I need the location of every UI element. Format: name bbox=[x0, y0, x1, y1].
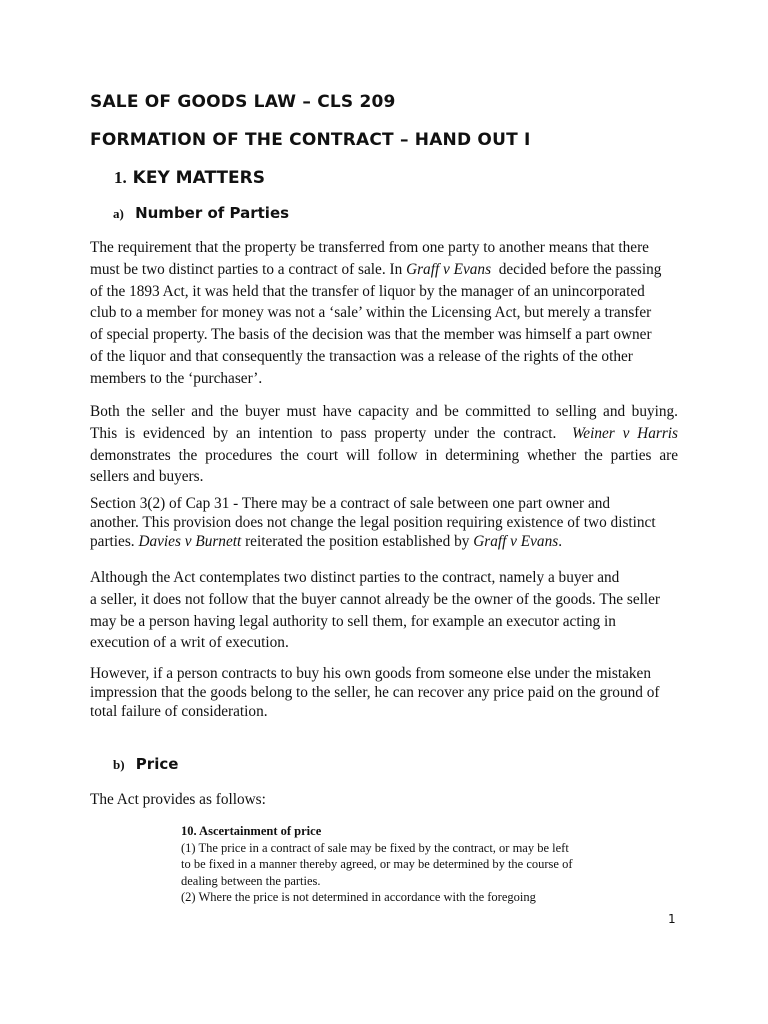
paragraph-line: another. This provision does not change the legal position requiring existence of two distinct bbox=[90, 514, 656, 531]
paragraph-line: may be a person having legal authority to sell them, for example an executor acting in bbox=[90, 612, 616, 630]
statute-quote bbox=[181, 823, 621, 906]
paragraph-line: This is evidenced by an intention to pass property under the contract. Weiner v Harris bbox=[90, 424, 678, 442]
paragraph-parties bbox=[90, 237, 678, 390]
statute-heading: 10. Ascertainment of price bbox=[181, 824, 322, 838]
statute-line: to be fixed in a manner thereby agreed, or may be determined by the course of bbox=[181, 857, 573, 871]
paragraph-line: members to the ‘purchaser’. bbox=[90, 369, 263, 387]
subheading-label: b) bbox=[113, 757, 125, 772]
section-heading-key-matters bbox=[114, 168, 265, 188]
paragraph-line: club to a member for money was not a ‘sale’ within the Licensing Act, but merely a transfer bbox=[90, 304, 652, 322]
case-name: Davies v Burnett bbox=[138, 533, 242, 550]
section-number: 1. bbox=[114, 168, 127, 187]
paragraph-line: a seller, it does not follow that the buyer cannot already be the owner of the goods. The seller bbox=[90, 590, 661, 608]
paragraph-mistaken-impression bbox=[90, 664, 678, 721]
subheading-number-of-parties bbox=[113, 204, 289, 222]
subheading-label: a) bbox=[113, 206, 124, 221]
paragraph-section-3-2 bbox=[90, 494, 678, 551]
paragraph-line: of the liquor and that consequently the transaction was a release of the rights of the other bbox=[90, 347, 633, 365]
document-subtitle: FORMATION OF THE CONTRACT – HAND OUT I bbox=[90, 130, 531, 150]
paragraph-capacity bbox=[90, 401, 678, 488]
case-name: Graff v Evans bbox=[473, 533, 559, 550]
paragraph-act-provides: The Act provides as follows: bbox=[90, 791, 266, 808]
paragraph-line: of the 1893 Act, it was held that the transfer of liquor by the manager of an unincorporated bbox=[90, 282, 645, 300]
paragraph-line: Although the Act contemplates two distinct parties to the contract, namely a buyer and bbox=[90, 569, 620, 586]
paragraph-line: impression that the goods belong to the seller, he can recover any price paid on the ground of bbox=[90, 684, 660, 701]
paragraph-line: parties. Davies v Burnett reiterated the position established by Graff v Evans. bbox=[90, 533, 563, 550]
paragraph-line: Both the seller and the buyer must have capacity and be committed to selling and buying. bbox=[90, 403, 678, 420]
case-name: Graff v Evans bbox=[406, 260, 492, 278]
document-title: SALE OF GOODS LAW – CLS 209 bbox=[90, 92, 396, 112]
subheading-price bbox=[113, 755, 178, 773]
paragraph-line: The requirement that the property be transferred from one party to another means that there bbox=[90, 239, 649, 256]
statute-line: dealing between the parties. bbox=[181, 873, 321, 888]
section-heading-text: KEY MATTERS bbox=[132, 168, 265, 188]
paragraph-line: However, if a person contracts to buy his own goods from someone else under the mistaken bbox=[90, 665, 651, 682]
paragraph-line: total failure of consideration. bbox=[90, 703, 268, 720]
statute-line: (2) Where the price is not determined in accordance with the foregoing bbox=[181, 890, 536, 904]
statute-line: (1) The price in a contract of sale may be fixed by the contract, or may be left bbox=[181, 840, 569, 855]
paragraph-line: must be two distinct parties to a contract of sale. In Graff v Evans decided before the passing bbox=[90, 260, 662, 278]
case-name: Weiner v Harris bbox=[571, 424, 678, 442]
subheading-text: Price bbox=[135, 755, 179, 773]
paragraph-line: of special property. The basis of the decision was that the member was himself a part owner bbox=[90, 326, 652, 344]
paragraph-line: Section 3(2) of Cap 31 - There may be a contract of sale between one part owner and bbox=[90, 495, 611, 512]
subheading-text: Number of Parties bbox=[135, 204, 290, 222]
paragraph-line: execution of a writ of execution. bbox=[90, 634, 289, 652]
paragraph-line: demonstrates the procedures the court will follow in determining whether the parties are bbox=[90, 446, 678, 464]
paragraph-two-distinct-parties bbox=[90, 567, 678, 654]
page-number: 1 bbox=[668, 912, 676, 926]
paragraph-line: sellers and buyers. bbox=[90, 468, 204, 486]
